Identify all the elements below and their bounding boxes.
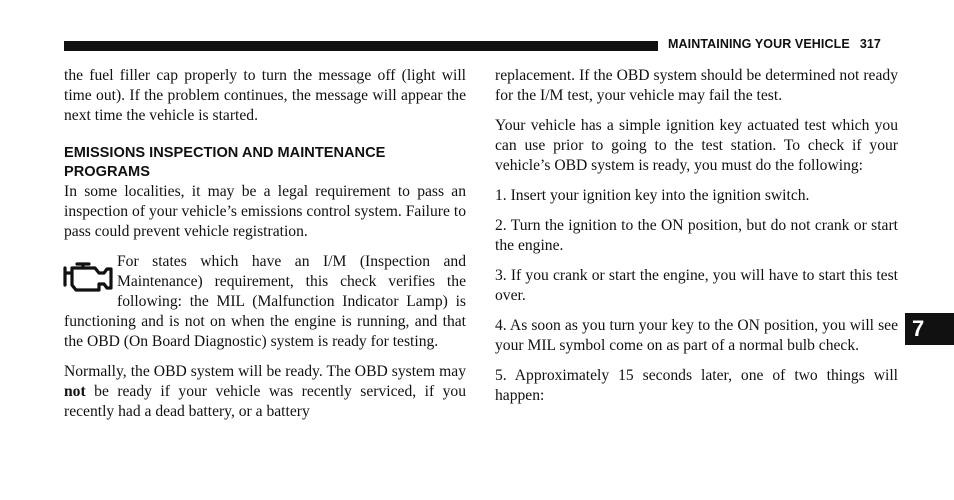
- step-4: 4. As soon as you turn your key to the ON position, you will see your MIL symbol come on as part of a normal bulb check.: [495, 317, 898, 354]
- step-2: 2. Turn the ignition to the ON position, but do not crank or start the engine.: [495, 217, 898, 254]
- section-heading: EMISSIONS INSPECTION AND MAINTENANCE PROGRAMS: [64, 145, 386, 180]
- paragraph-im-block: [64, 252, 466, 352]
- paragraph-localities: In some localities, it may be a legal requirement to pass an inspection of your vehicle’s emissions control system. Failure to pass could prevent vehicle registration.: [64, 183, 466, 240]
- paragraph-replacement: replacement. If the OBD system should be determined not ready for the I/M test, your vehicle may fail the test.: [495, 67, 898, 104]
- right-column: [495, 66, 898, 406]
- paragraph-im-requirement: For states which have an I/M (Inspection and Maintenance) requirement, this check verifies the following: the MIL (Malfunction Indicator Lamp) is functioning and is not on when the engine is running, and that the OBD (On Board Diagnostic) system is ready for testing.: [64, 253, 466, 350]
- page-number: 317: [859, 37, 881, 51]
- paragraph-fuel-cap: the fuel filler cap properly to turn the message off (light will time out). If the problem continues, the message will appear the next time the vehicle is started.: [64, 67, 466, 124]
- section-title: MAINTAINING YOUR VEHICLE: [668, 37, 850, 51]
- engine-mil-icon: [61, 254, 115, 296]
- running-header: [668, 37, 881, 51]
- header-rule: [64, 41, 658, 51]
- left-column: [64, 66, 466, 422]
- step-1: 1. Insert your ignition key into the ignition switch.: [495, 187, 810, 204]
- step-3: 3. If you crank or start the engine, you will have to start this test over.: [495, 267, 898, 304]
- paragraph-test-intro: Your vehicle has a simple ignition key actuated test which you can use prior to going to the test station. To check if your vehicle’s OBD system is ready, you must do the following:: [495, 117, 898, 174]
- chapter-tab: 7: [905, 313, 954, 345]
- emphasis-not: not: [64, 383, 86, 400]
- step-5: 5. Approximately 15 seconds later, one of two things will happen:: [495, 367, 898, 404]
- paragraph-obd-ready: Normally, the OBD system will be ready. The OBD system may not be ready if your vehicle was recently serviced, if you recently had a dead battery, or a battery: [64, 363, 466, 420]
